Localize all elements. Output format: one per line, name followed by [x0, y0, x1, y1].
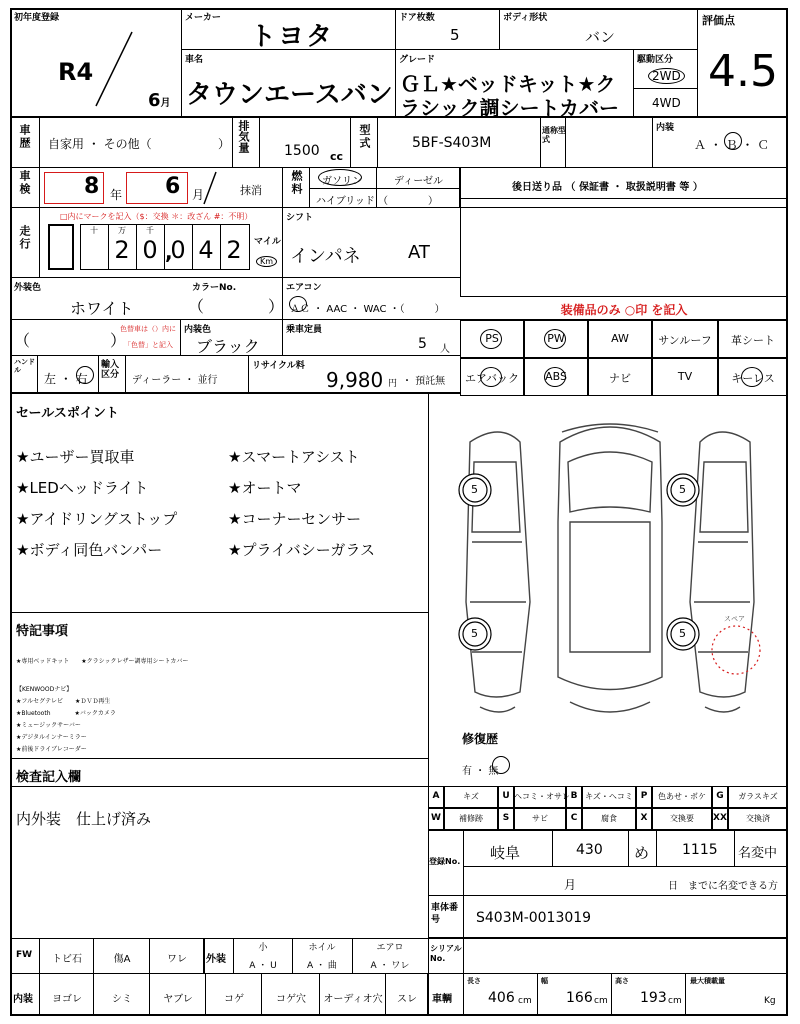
equip-item: TV	[677, 370, 693, 383]
inspect-year-unit: 年	[110, 188, 123, 202]
mileage-unit-km	[256, 256, 277, 267]
ext-color-value: ホワイト	[70, 299, 134, 318]
model-value: 5BF-S403M	[412, 135, 492, 151]
legend-text: 色あせ・ボケ	[658, 792, 706, 801]
int-item: ヨゴレ	[52, 994, 82, 1005]
shift-value-1: インパネ	[290, 246, 361, 267]
fw-item: トビ石	[52, 954, 82, 965]
sales-point: ★アイドリングストップ	[16, 510, 178, 528]
legend-text: キズ・ヘコミ	[585, 792, 633, 801]
length-value: 406	[488, 990, 515, 1006]
height-label: 高さ	[615, 977, 629, 985]
inspect-year: 8	[84, 174, 100, 199]
fw-item: 傷A	[113, 954, 131, 965]
interior-b-circle	[724, 132, 742, 150]
drive-2wd	[648, 68, 685, 84]
spare-label: スペア	[724, 615, 745, 623]
car-name-label: 車名	[185, 55, 204, 65]
legend-text: X	[640, 813, 648, 823]
reg-num-2: 1115	[682, 842, 718, 858]
doors-value: 5	[450, 26, 460, 44]
legend-text: ヘコミ・オサレ	[514, 792, 570, 801]
sales-point: ★ボディ同色バンパー	[16, 541, 163, 559]
color-change-note-1: 色替車は（）内に	[120, 325, 176, 333]
doors-label: ドア枚数	[399, 13, 435, 23]
drive-2wd-circle: 2WD	[648, 68, 685, 84]
equip-head: 装備品のみ ○印 を記入	[560, 303, 688, 317]
km-circle: Km	[256, 256, 277, 267]
mileage-digit: 2	[114, 236, 130, 264]
wheel-label: ホイル	[308, 943, 336, 953]
digit-head: 千	[146, 226, 154, 235]
era-value: R4	[58, 58, 94, 86]
legend-text: B	[570, 791, 578, 801]
reg-v4	[734, 830, 735, 866]
import-label: 輸入区分	[101, 360, 120, 380]
fuel-hline	[310, 188, 460, 189]
legend-text: U	[502, 791, 510, 801]
fuel-hybrid: ハイブリッド	[316, 196, 375, 207]
recycle-label: リサイクル料	[252, 361, 305, 371]
color-no-label: カラーNo.	[192, 283, 237, 293]
fuel-vline	[376, 168, 377, 208]
sales-point: ★スマートアシスト	[228, 448, 360, 466]
car-diagram	[440, 402, 780, 742]
special-title: 特記事項	[16, 624, 69, 639]
equip-circle	[480, 329, 502, 349]
mileage-mark-box	[48, 224, 74, 270]
mileage-note: □内にマークを記入（$：交換 ＊：改ざん #：不明）	[60, 212, 253, 221]
wheel-value: A ・ 曲	[307, 961, 337, 971]
disp-unit: cc	[330, 150, 344, 163]
reg-label: 登録No.	[429, 857, 461, 866]
tire-fl: 5	[471, 483, 478, 496]
reg-mid-line	[464, 866, 788, 867]
capacity-value: 5	[418, 336, 427, 352]
reg-day-note: 日 までに名変できる方	[668, 881, 778, 892]
interior-label: 内装	[656, 123, 675, 133]
body-value: バン	[585, 28, 616, 46]
car-name-value: タウンエースバン	[186, 80, 393, 110]
back-items-cell	[460, 168, 788, 296]
inspect-month-unit: 月	[192, 188, 205, 202]
interior-value: Ａ ・ Ｂ ・ Ｃ	[694, 138, 770, 152]
first-reg-label: 初年度登録	[14, 13, 60, 23]
legend-text: XX	[713, 813, 727, 823]
reg-month-unit: 月	[564, 878, 577, 892]
mileage-digit: 0	[170, 236, 186, 264]
handle-value: 左 ・ 右	[44, 372, 88, 386]
chassis-value: S403M-0013019	[476, 910, 592, 926]
height-value: 193	[640, 990, 667, 1006]
capacity-label: 乗車定員	[286, 325, 323, 335]
grade-line-1: ＧＬ★ベッドキット★ク	[400, 72, 616, 96]
chassis-label: 車体番号	[431, 903, 459, 925]
inspect-label: 車検	[18, 170, 31, 196]
back-items-label: 後日送り品 （ 保証書 ・ 取扱説明書 等 ）	[512, 182, 703, 193]
equip-item: エアバック	[464, 372, 520, 385]
recycle-value: 9,980	[326, 368, 384, 392]
legend-text: C	[570, 813, 578, 823]
load-label: 最大積載量	[690, 977, 725, 985]
disp-value: 1500	[284, 143, 320, 159]
sales-title: セールスポイント	[16, 406, 119, 421]
reg-num: 430	[576, 842, 603, 858]
small-label: 小	[258, 943, 268, 953]
aircon-label: エアコン	[286, 283, 322, 293]
inspection-note: 内外装 仕上げ済み	[16, 810, 152, 828]
fuel-diesel: ディーゼル	[394, 176, 443, 187]
score-value: 4.5	[708, 46, 778, 97]
legend-text: サビ	[532, 814, 548, 823]
mileage-unit-mile: マイル	[254, 237, 281, 247]
shift-value-2: AT	[408, 242, 430, 263]
small-value: A ・ U	[249, 961, 277, 971]
legend-text: W	[431, 813, 441, 823]
legend-text: ガラスキズ	[738, 792, 778, 801]
aircon-ac-circle	[289, 296, 307, 312]
equip-item: ナビ	[609, 372, 631, 385]
import-value: ディーラー ・ 並行	[132, 375, 218, 386]
legend-text: 交換要	[670, 814, 694, 823]
cancel-label: 抹消	[240, 184, 262, 197]
shift-label: シフト	[286, 213, 314, 223]
color-no-value: （ ）	[188, 297, 285, 316]
int-label: 内装	[13, 994, 33, 1005]
legend-text: 腐食	[601, 814, 617, 823]
int-item: シミ	[112, 994, 132, 1005]
reg-pref: 岐阜	[490, 844, 521, 862]
maker-value: トヨタ	[250, 22, 335, 52]
legend-text: 補修跡	[459, 814, 483, 823]
legend-text: G	[716, 791, 724, 801]
special-line: ★専用ベッドキット ★クラシックレザー調専用シートカバー	[16, 658, 189, 665]
legend-text: キズ	[463, 792, 479, 801]
score-label: 評価点	[702, 14, 735, 27]
drive-4wd: 4WD	[652, 96, 681, 110]
width-value: 166	[566, 990, 593, 1006]
fuel-gasoline-circle	[318, 169, 362, 186]
digit-head: 十	[90, 226, 98, 235]
month-value: 6月	[148, 90, 171, 111]
repair-label: 修復歴	[462, 732, 499, 746]
int-color-value: ブラック	[196, 337, 260, 356]
special-line: ★Bluetooth ★バックカメラ	[16, 710, 116, 717]
sales-point: ★プライバシーガラス	[228, 541, 375, 559]
int-item: ヤブレ	[163, 994, 193, 1005]
aero-value: A ・ ワレ	[370, 961, 410, 971]
handle-right-circle	[76, 366, 94, 384]
mileage-digit: 4	[198, 236, 214, 264]
int-item: コゲ穴	[276, 994, 306, 1005]
special-line: 【KENWOODナビ】	[16, 686, 73, 693]
equip-circle	[544, 367, 566, 387]
inspect-month: 6	[165, 174, 181, 199]
equip-circle	[741, 367, 763, 387]
fw-label: FW	[16, 950, 33, 960]
sales-point: ★LEDヘッドライト	[16, 479, 149, 497]
reg-kana: め	[634, 844, 650, 862]
legend-text: 交換済	[746, 814, 770, 823]
color-change-note-2: 「色替」と記入	[124, 341, 173, 349]
left-panel-divider	[428, 394, 429, 786]
digit-head: 万	[118, 226, 126, 235]
equip-circle	[480, 367, 502, 387]
width-label: 幅	[541, 977, 548, 985]
serial-label: シリアルNo.	[430, 944, 462, 963]
height-unit: cm	[668, 996, 682, 1006]
width-unit: cm	[594, 996, 608, 1006]
reg-history-close: ）	[218, 137, 231, 151]
legend-text: P	[640, 791, 648, 801]
fuel-label: 燃料	[290, 170, 303, 196]
special-line: ★デジタルインナーミラー	[16, 734, 87, 741]
reg-history-value: 自家用 ・ その他（	[48, 137, 152, 151]
equip-circle	[544, 329, 566, 349]
equip-item: 革シート	[731, 334, 775, 347]
color-change-paren: （ ）	[14, 331, 127, 350]
tire-fr: 5	[679, 483, 686, 496]
reg-v2	[628, 830, 629, 866]
sales-bottom-line	[10, 612, 428, 613]
recycle-unit: 円	[388, 379, 398, 389]
legend-text: S	[502, 813, 510, 823]
equip-item: キーレス	[731, 372, 775, 385]
body-label: ボディ形状	[503, 13, 548, 23]
mileage-label: 走行	[18, 225, 31, 251]
legend-text: A	[432, 791, 440, 801]
model-label: 型式	[358, 124, 371, 150]
sales-point: ★コーナーセンサー	[228, 510, 362, 528]
tire-rl: 5	[471, 627, 478, 640]
aero-label: エアロ	[376, 943, 404, 953]
recycle-note: ・ 預託無	[402, 376, 446, 387]
drive-divider	[634, 88, 698, 89]
slash-line	[90, 30, 140, 108]
mileage-comma: ,	[165, 240, 173, 264]
tire-rr: 5	[679, 627, 686, 640]
length-label: 長さ	[467, 977, 481, 985]
special-line: ★ミュージックサーバー	[16, 722, 81, 729]
reg-history-label: 車歴	[18, 124, 31, 150]
fuel-gasoline: ガソリン	[322, 176, 362, 187]
dims-label: 車輌	[432, 994, 452, 1005]
repair-value: 有 ・ 無	[462, 766, 499, 777]
reg-change: 名変中	[738, 846, 778, 861]
ext-color-label: 外装色	[14, 283, 42, 293]
special-bottom-line	[10, 758, 428, 759]
equip-item: ABS	[545, 370, 567, 383]
equip-item: PS	[485, 332, 499, 345]
common-model-label: 通称型式	[542, 126, 566, 144]
int-color-label: 内装色	[184, 325, 212, 335]
inspection-title-line	[10, 786, 428, 787]
load-unit: Kg	[764, 996, 776, 1006]
int-item: コゲ	[224, 994, 244, 1005]
handle-label: ハンドル	[14, 358, 35, 374]
drive-label: 駆動区分	[637, 55, 674, 65]
special-line: ★フルセグテレビ ★ＤＶＤ再生	[16, 698, 111, 705]
equip-item: サンルーフ	[658, 334, 712, 347]
sales-point: ★オートマ	[228, 479, 302, 497]
grade-label: グレード	[399, 55, 436, 65]
int-item: オーディオ穴	[323, 994, 383, 1005]
sales-point: ★ユーザー買取車	[16, 448, 135, 466]
repair-none-circle	[492, 756, 510, 774]
fuel-other: （ ）	[378, 196, 438, 207]
back-items-sub	[460, 198, 788, 199]
fw-item: ワレ	[167, 954, 187, 965]
disp-label: 排気量	[237, 120, 250, 153]
reg-v3	[656, 830, 657, 866]
capacity-unit: 人	[440, 344, 450, 355]
length-unit: cm	[518, 996, 532, 1006]
inspection-title: 検査記入欄	[16, 770, 82, 785]
grade-line-2: ラシック調シートカバー	[400, 96, 619, 120]
reg-v1	[552, 830, 553, 866]
aircon-value: ＡＣ ・ AAC ・ WAC ・（ ）	[290, 304, 445, 315]
mileage-digit: 0	[142, 236, 158, 264]
ext-label: 外装	[206, 954, 226, 965]
equip-item: PW	[547, 332, 565, 345]
equip-item: AW	[611, 332, 629, 345]
maker-label: メーカー	[185, 13, 221, 23]
int-item: スレ	[397, 994, 417, 1005]
inspect-slash	[200, 170, 220, 206]
special-line: ★前後ドライブレコーダー	[16, 746, 87, 753]
mileage-digit: 2	[226, 236, 242, 264]
